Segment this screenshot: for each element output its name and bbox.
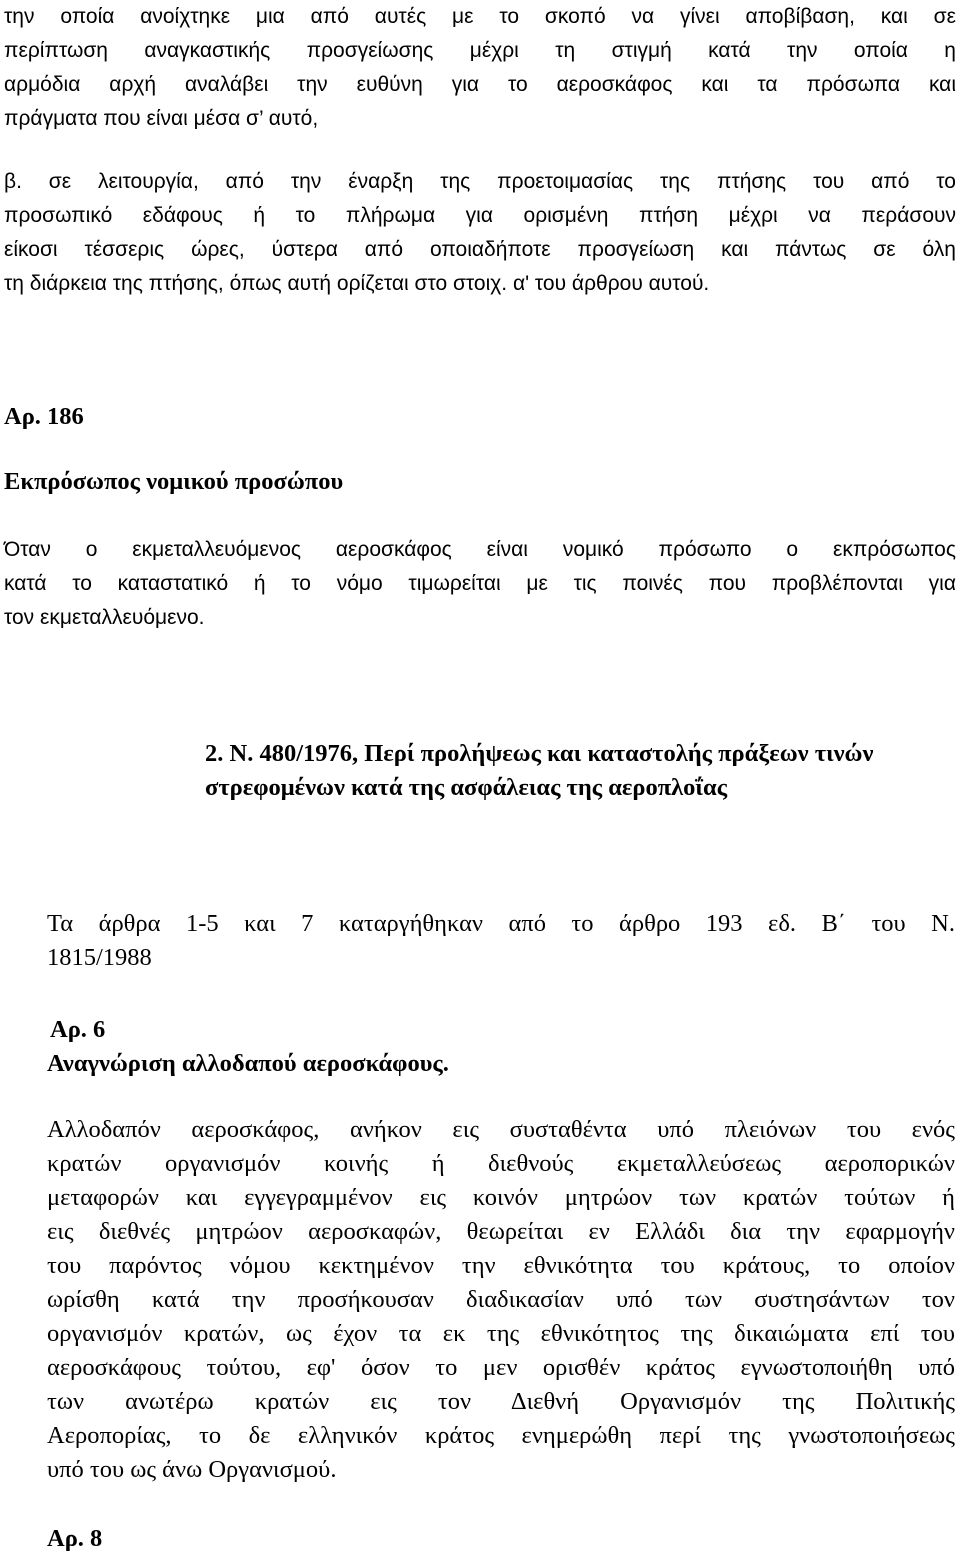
repeal-note-line-1: Τα άρθρα 1-5 και 7 καταργήθηκαν από το άρθρο 193 εδ. Β΄ του Ν. — [47, 910, 955, 937]
article-6-line: Αλλοδαπόν αεροσκάφος, ανήκον εις συσταθέντα υπό πλειόνων του ενός — [47, 1116, 955, 1143]
article-186-line: Όταν ο εκμεταλλευόμενος αεροσκάφος είναι νομικό πρόσωπο ο εκπρόσωπος — [4, 538, 956, 561]
article-186-line: κατά το καταστατικό ή το νόμο τιμωρείται με τις ποινές που προβλέπονται για — [4, 572, 956, 595]
article-6-body — [47, 1113, 955, 1487]
article-186-line: τον εκμεταλλευόμενο. — [4, 606, 205, 629]
article-6-line: υπό του ως άνω Οργανισμού. — [47, 1456, 337, 1483]
item-beta-line: τη διάρκεια της πτήσης, όπως αυτή ορίζεται στο στοιχ. α' του άρθρου αυτού. — [4, 272, 710, 295]
article-186-number: Αρ. 186 — [4, 403, 84, 430]
article-6-line: του παρόντος νόμου κεκτημένον την εθνικότητα του κράτους, το οποίον — [47, 1252, 955, 1279]
article-6-line: εις διεθνές μητρώον αεροσκαφών, θεωρείται εν Ελλάδι δια την εφαρμογήν — [47, 1218, 955, 1245]
article-8-number: Αρ. 8 — [47, 1525, 103, 1552]
article-186-title: Εκπρόσωπος νομικού προσώπου — [4, 468, 344, 495]
article-6-title: Αναγνώριση αλλοδαπού αεροσκάφους. — [47, 1050, 449, 1077]
repeal-note — [47, 907, 955, 975]
intro-line: περίπτωση αναγκαστικής προσγείωσης μέχρι τη στιγμή κατά την οποία η — [4, 39, 956, 62]
article-186-body — [4, 533, 956, 635]
repeal-note-line-2: 1815/1988 — [47, 944, 152, 971]
article-6-line: των ανωτέρω κρατών εις τον Διεθνή Οργανισμόν της Πολιτικής — [47, 1388, 955, 1415]
intro-paragraph — [4, 0, 956, 136]
article-6-line: κρατών οργανισμόν κοινής ή διεθνούς εκμεταλλεύσεως αεροπορικών — [47, 1150, 955, 1177]
law-heading-line-1: 2. Ν. 480/1976, Περί προλήψεως και καταστολής πράξεων τινών — [205, 740, 874, 767]
intro-line: την οποία ανοίχτηκε μια από αυτές με το σκοπό να γίνει αποβίβαση, και σε — [4, 5, 956, 28]
article-6-line: Αεροπορίας, το δε ελληνικόν κράτος ενημερώθη περί της γνωστοποιήσεως — [47, 1422, 955, 1449]
item-beta-line: είκοσι τέσσερις ώρες, ύστερα από οποιαδήποτε προσγείωση και πάντως σε όλη — [4, 238, 956, 261]
item-beta-line: προσωπικό εδάφους ή το πλήρωμα για ορισμένη πτήση μέχρι να περάσουν — [4, 204, 956, 227]
intro-line: πράγματα που είναι μέσα σ’ αυτό, — [4, 107, 319, 130]
item-beta-line: β. σε λειτουργία, από την έναρξη της προετοιμασίας της πτήσης του από το — [4, 170, 956, 193]
article-6-number: Αρ. 6 — [50, 1016, 106, 1043]
article-6-line: μεταφορών και εγγεγραμμένον εις κοινόν μητρώον των κρατών τούτων ή — [47, 1184, 955, 1211]
article-6-line: αεροσκάφους τούτου, εφ' όσον το μεν ορισθέν κράτος εγνωστοποιήθη υπό — [47, 1354, 955, 1381]
item-beta-paragraph — [4, 165, 956, 301]
law-heading-line-2: στρεφομένων κατά της ασφάλειας της αεροπλοΐας — [205, 774, 728, 801]
article-6-line: ωρίσθη κατά την προσήκουσαν διαδικασίαν υπό των συστησάντων τον — [47, 1286, 955, 1313]
intro-line: αρμόδια αρχή αναλάβει την ευθύνη για το αεροσκάφος και τα πρόσωπα και — [4, 73, 956, 96]
article-6-line: οργανισμόν κρατών, ως έχον τα εκ της εθνικότητος της δικαιώματα επί του — [47, 1320, 955, 1347]
law-heading — [205, 737, 945, 805]
